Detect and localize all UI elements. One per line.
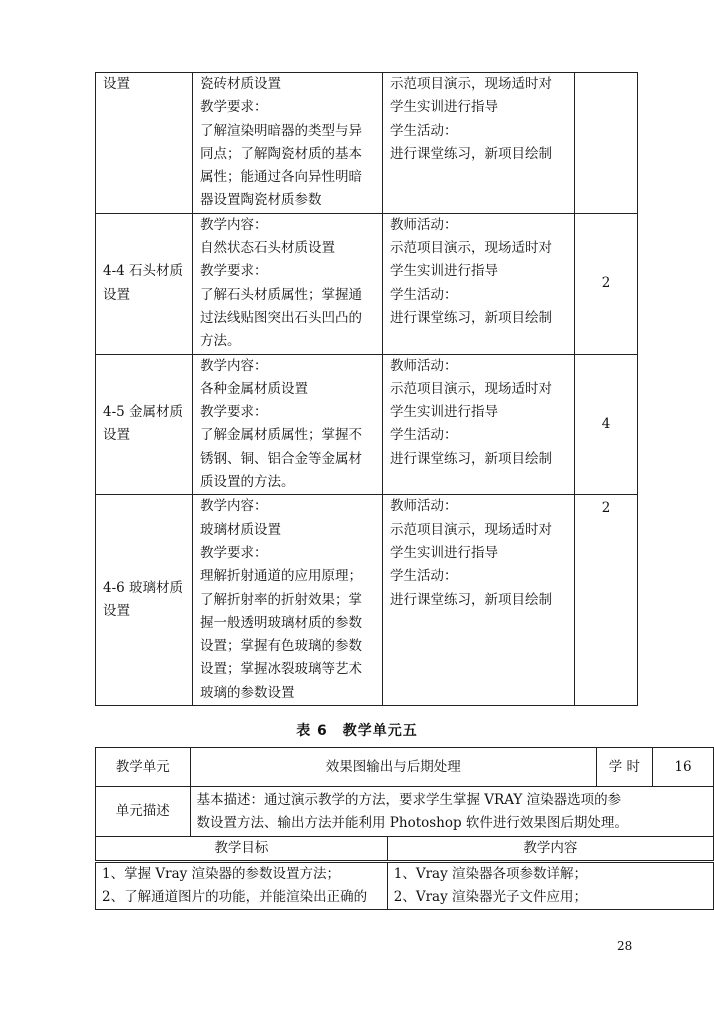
table-row — [96, 787, 714, 837]
page-number: 28 — [617, 939, 633, 953]
unit-label: 教学单元 — [96, 748, 191, 787]
description-label: 单元描述 — [96, 787, 191, 837]
hours-cell: 4 — [575, 354, 638, 495]
teaching-content-cell: 教学内容： 玻璃材质设置 教学要求： 理解折射通道的应用原理； 了解折射率的折射效果；掌 握一般透明玻璃材质的参数 设置；掌握有色玻璃的参数 设置；掌握冰裂玻璃等艺术 玻璃的参数设置 — [193, 495, 383, 706]
teaching-activity-cell: 示范项目演示，现场适时对 学生实训进行指导 学生活动： 进行课堂练习，新项目绘制 — [383, 73, 575, 214]
content-header: 教学内容 — [387, 837, 713, 862]
teaching-content-cell: 教学内容： 自然状态石头材质设置 教学要求： 了解石头材质属性；掌握通 过法线贴图突出石头凹凸的 方法。 — [193, 213, 383, 354]
goals-header: 教学目标 — [96, 837, 388, 862]
table-row — [96, 862, 714, 910]
table-caption: 表 6 教学单元五 — [296, 723, 418, 739]
teaching-activity-cell: 教师活动： 示范项目演示，现场适时对 学生实训进行指导 学生活动： 进行课堂练习，新项目绘制 — [383, 354, 575, 495]
teaching-content-table — [95, 72, 638, 706]
hours-cell — [575, 73, 638, 214]
table-row — [96, 354, 638, 495]
teaching-content-cell: 瓷砖材质设置 教学要求： 了解渲染明暗器的类型与异 同点；了解陶瓷材质的基本 属性；能通过各向异性明暗 器设置陶瓷材质参数 — [193, 73, 383, 214]
teaching-activity-cell: 教师活动： 示范项目演示，现场适时对 学生实训进行指导 学生活动： 进行课堂练习，新项目绘制 — [383, 495, 575, 706]
table-row — [96, 213, 638, 354]
table-row — [96, 837, 714, 862]
hours-cell: 2 — [575, 495, 638, 706]
unit-description: 基本描述：通过演示教学的方法，要求学生掌握 VRAY 渲染器选项的参 数设置方法、输出方法并能利用 Photoshop 软件进行效果图后期处理。 — [190, 787, 714, 837]
unit-name-cell: 4-4 石头材质 设置 — [96, 213, 193, 354]
unit-name-cell: 4-6 玻璃材质 设置 — [96, 495, 193, 706]
teaching-content-cell: 教学内容： 各种金属材质设置 教学要求： 了解金属材质属性；掌握不 锈钢、铜、铝合金等金属材 质设置的方法。 — [193, 354, 383, 495]
table-row — [96, 73, 638, 214]
unit-name-cell: 设置 — [96, 73, 193, 214]
unit-name-cell: 4-5 金属材质 设置 — [96, 354, 193, 495]
hours-value: 16 — [652, 748, 713, 787]
unit-title: 效果图输出与后期处理 — [190, 748, 596, 787]
teaching-goals-cell: 1、掌握 Vray 渲染器的参数设置方法； 2、了解通道图片的功能，并能渲染出正确的 — [96, 862, 388, 910]
table-row — [96, 495, 638, 706]
teaching-activity-cell: 教师活动： 示范项目演示，现场适时对 学生实训进行指导 学生活动： 进行课堂练习，新项目绘制 — [383, 213, 575, 354]
unit-five-table — [95, 747, 714, 910]
hours-label: 学 时 — [596, 748, 652, 787]
teaching-contents-cell: 1、Vray 渲染器各项参数详解； 2、Vray 渲染器光子文件应用； — [387, 862, 713, 910]
hours-cell: 2 — [575, 213, 638, 354]
table-row — [96, 748, 714, 787]
